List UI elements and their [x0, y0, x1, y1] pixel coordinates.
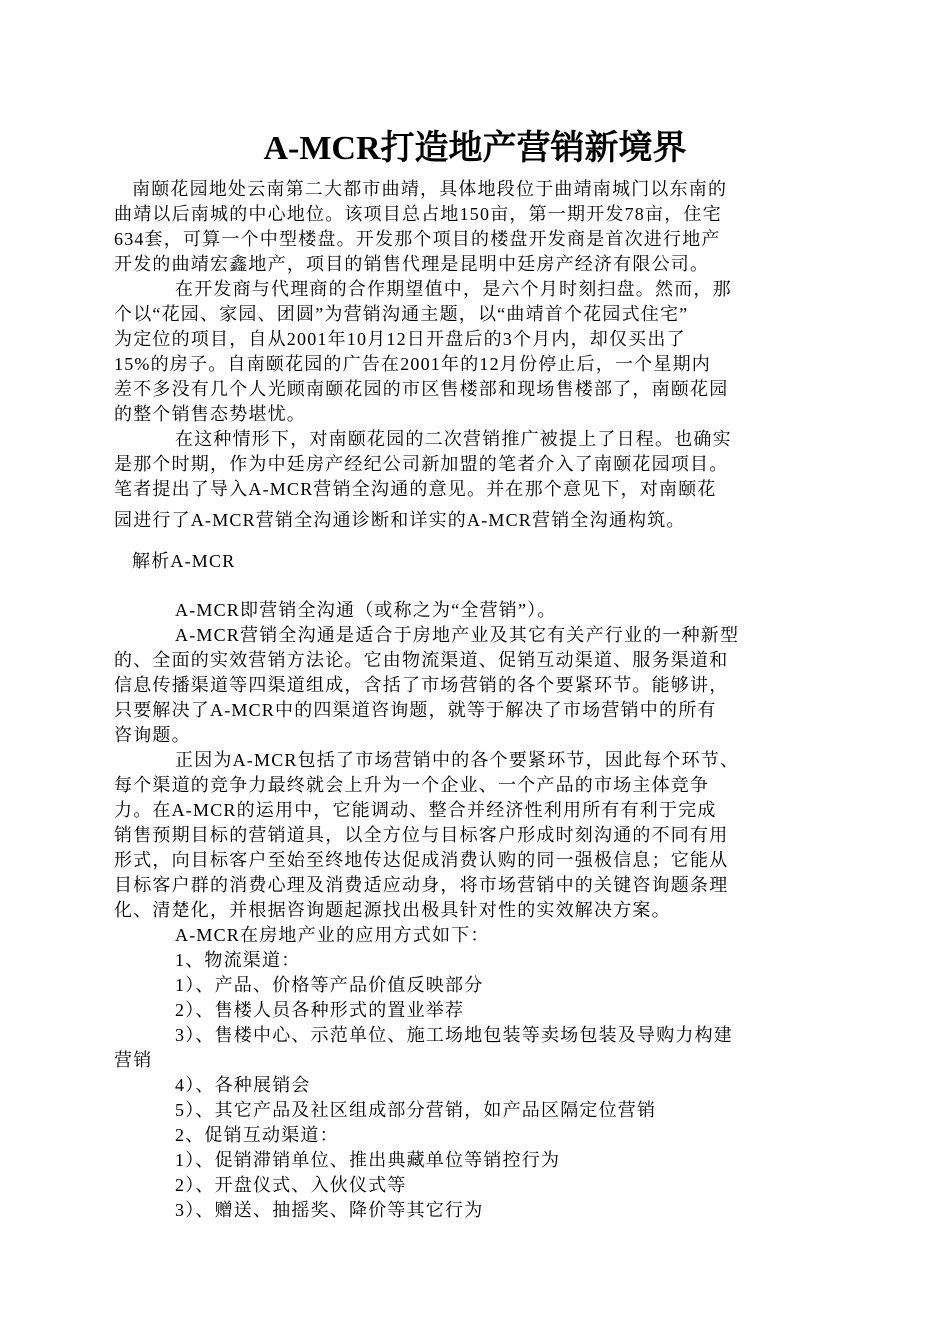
body-line: 正因为A-MCR包括了市场营销中的各个要紧环节，因此每个环节、: [175, 750, 740, 770]
body-line: 每个渠道的竞争力最终就会上升为一个企业、一个产品的市场主体竞争: [114, 775, 710, 795]
body-line: 个以“花园、家园、团圆”为营销沟通主题，以“曲靖首个花园式住宅”: [114, 304, 689, 324]
body-line: 1）、促销滞销单位、推出典藏单位等销控行为: [175, 1150, 561, 1170]
body-line: 开发的曲靖宏鑫地产，项目的销售代理是昆明中廷房产经济有限公司。: [114, 254, 710, 274]
body-line: 是那个时期，作为中廷房产经纪公司新加盟的笔者介入了南颐花园项目。: [114, 454, 729, 474]
body-line: 信息传播渠道等四渠道组成，含括了市场营销的各个要紧环节。能够讲，: [114, 675, 729, 695]
body-line: 1、物流渠道：: [175, 950, 301, 970]
body-line: 4）、各种展销会: [175, 1075, 311, 1095]
body-line: 园进行了A-MCR营销全沟通诊断和详实的A-MCR营销全沟通构筑。: [114, 510, 686, 530]
body-line: 为定位的项目，自从2001年10月12日开盘后的3个月内，却仅买出了: [114, 329, 686, 349]
body-line: A-MCR营销全沟通是适合于房地产业及其它有关产行业的一种新型: [175, 625, 740, 645]
body-line: 销售预期目标的营销道具，以全方位与目标客户形成时刻沟通的不同有用: [114, 825, 729, 845]
body-line: 2、促销互动渠道：: [175, 1125, 339, 1145]
body-line: 5）、其它产品及社区组成部分营销，如产品区隔定位营销: [175, 1100, 657, 1120]
body-line: 曲靖以后南城的中心地位。该项目总占地150亩，第一期开发78亩，住宅: [114, 204, 722, 224]
body-line: 15%的房子。自南颐花园的广告在2001年的12月份停止后，一个星期内: [114, 354, 711, 374]
body-line: 3）、赠送、抽摇奖、降价等其它行为: [175, 1200, 484, 1220]
body-line: 南颐花园地处云南第二大都市曲靖，具体地段位于曲靖南城门以东南的: [132, 179, 728, 199]
body-line: A-MCR即营销全沟通（或称之为“全营销”）。: [175, 600, 557, 620]
body-line: 2）、开盘仪式、入伙仪式等: [175, 1175, 407, 1195]
body-line: 笔者提出了导入A-MCR营销全沟通的意见。并在那个意见下，对南颐花: [114, 479, 717, 499]
page-title: A-MCR打造地产营销新境界: [263, 130, 687, 167]
body-line: 差不多没有几个人光顾南颐花园的市区售楼部和现场售楼部了，南颐花园: [114, 379, 729, 399]
body-line: 的、全面的实效营销方法论。它由物流渠道、促销互动渠道、服务渠道和: [114, 650, 729, 670]
body-line: 2）、售楼人员各种形式的置业举荐: [175, 1000, 465, 1020]
body-line: 在开发商与代理商的合作期望值中，是六个月时刻扫盘。然而，那: [175, 279, 732, 299]
body-line: 解析A-MCR: [132, 551, 236, 571]
body-line: 化、清楚化，并根据咨询题起源找出极具针对性的实效解决方案。: [114, 900, 671, 920]
body-line: 形式，向目标客户至始至终地传达促成消费认购的同一强极信息；它能从: [114, 850, 729, 870]
body-line: 1）、产品、价格等产品价值反映部分: [175, 975, 484, 995]
body-line: A-MCR在房地产业的应用方式如下：: [175, 925, 490, 945]
body-line: 在这种情形下，对南颐花园的二次营销推广被提上了日程。也确实: [175, 429, 732, 449]
body-line: 营销: [114, 1050, 153, 1070]
body-line: 目标客户群的消费心理及消费适应动身，将市场营销中的关键咨询题条理: [114, 875, 729, 895]
body-line: 634套，可算一个中型楼盘。开发那个项目的楼盘开发商是首次进行地产: [114, 229, 721, 249]
body-line: 只要解决了A-MCR中的四渠道咨询题，就等于解决了市场营销中的所有: [114, 700, 717, 720]
body-line: 的整个销售态势堪忧。: [114, 404, 306, 424]
body-line: 力。在A-MCR的运用中，它能调动、整合并经济性利用所有有利于完成: [114, 800, 717, 820]
body-line: 3）、售楼中心、示范单位、施工场地包装等卖场包装及导购力构建: [175, 1025, 733, 1045]
body-line: 咨询题。: [114, 725, 191, 745]
